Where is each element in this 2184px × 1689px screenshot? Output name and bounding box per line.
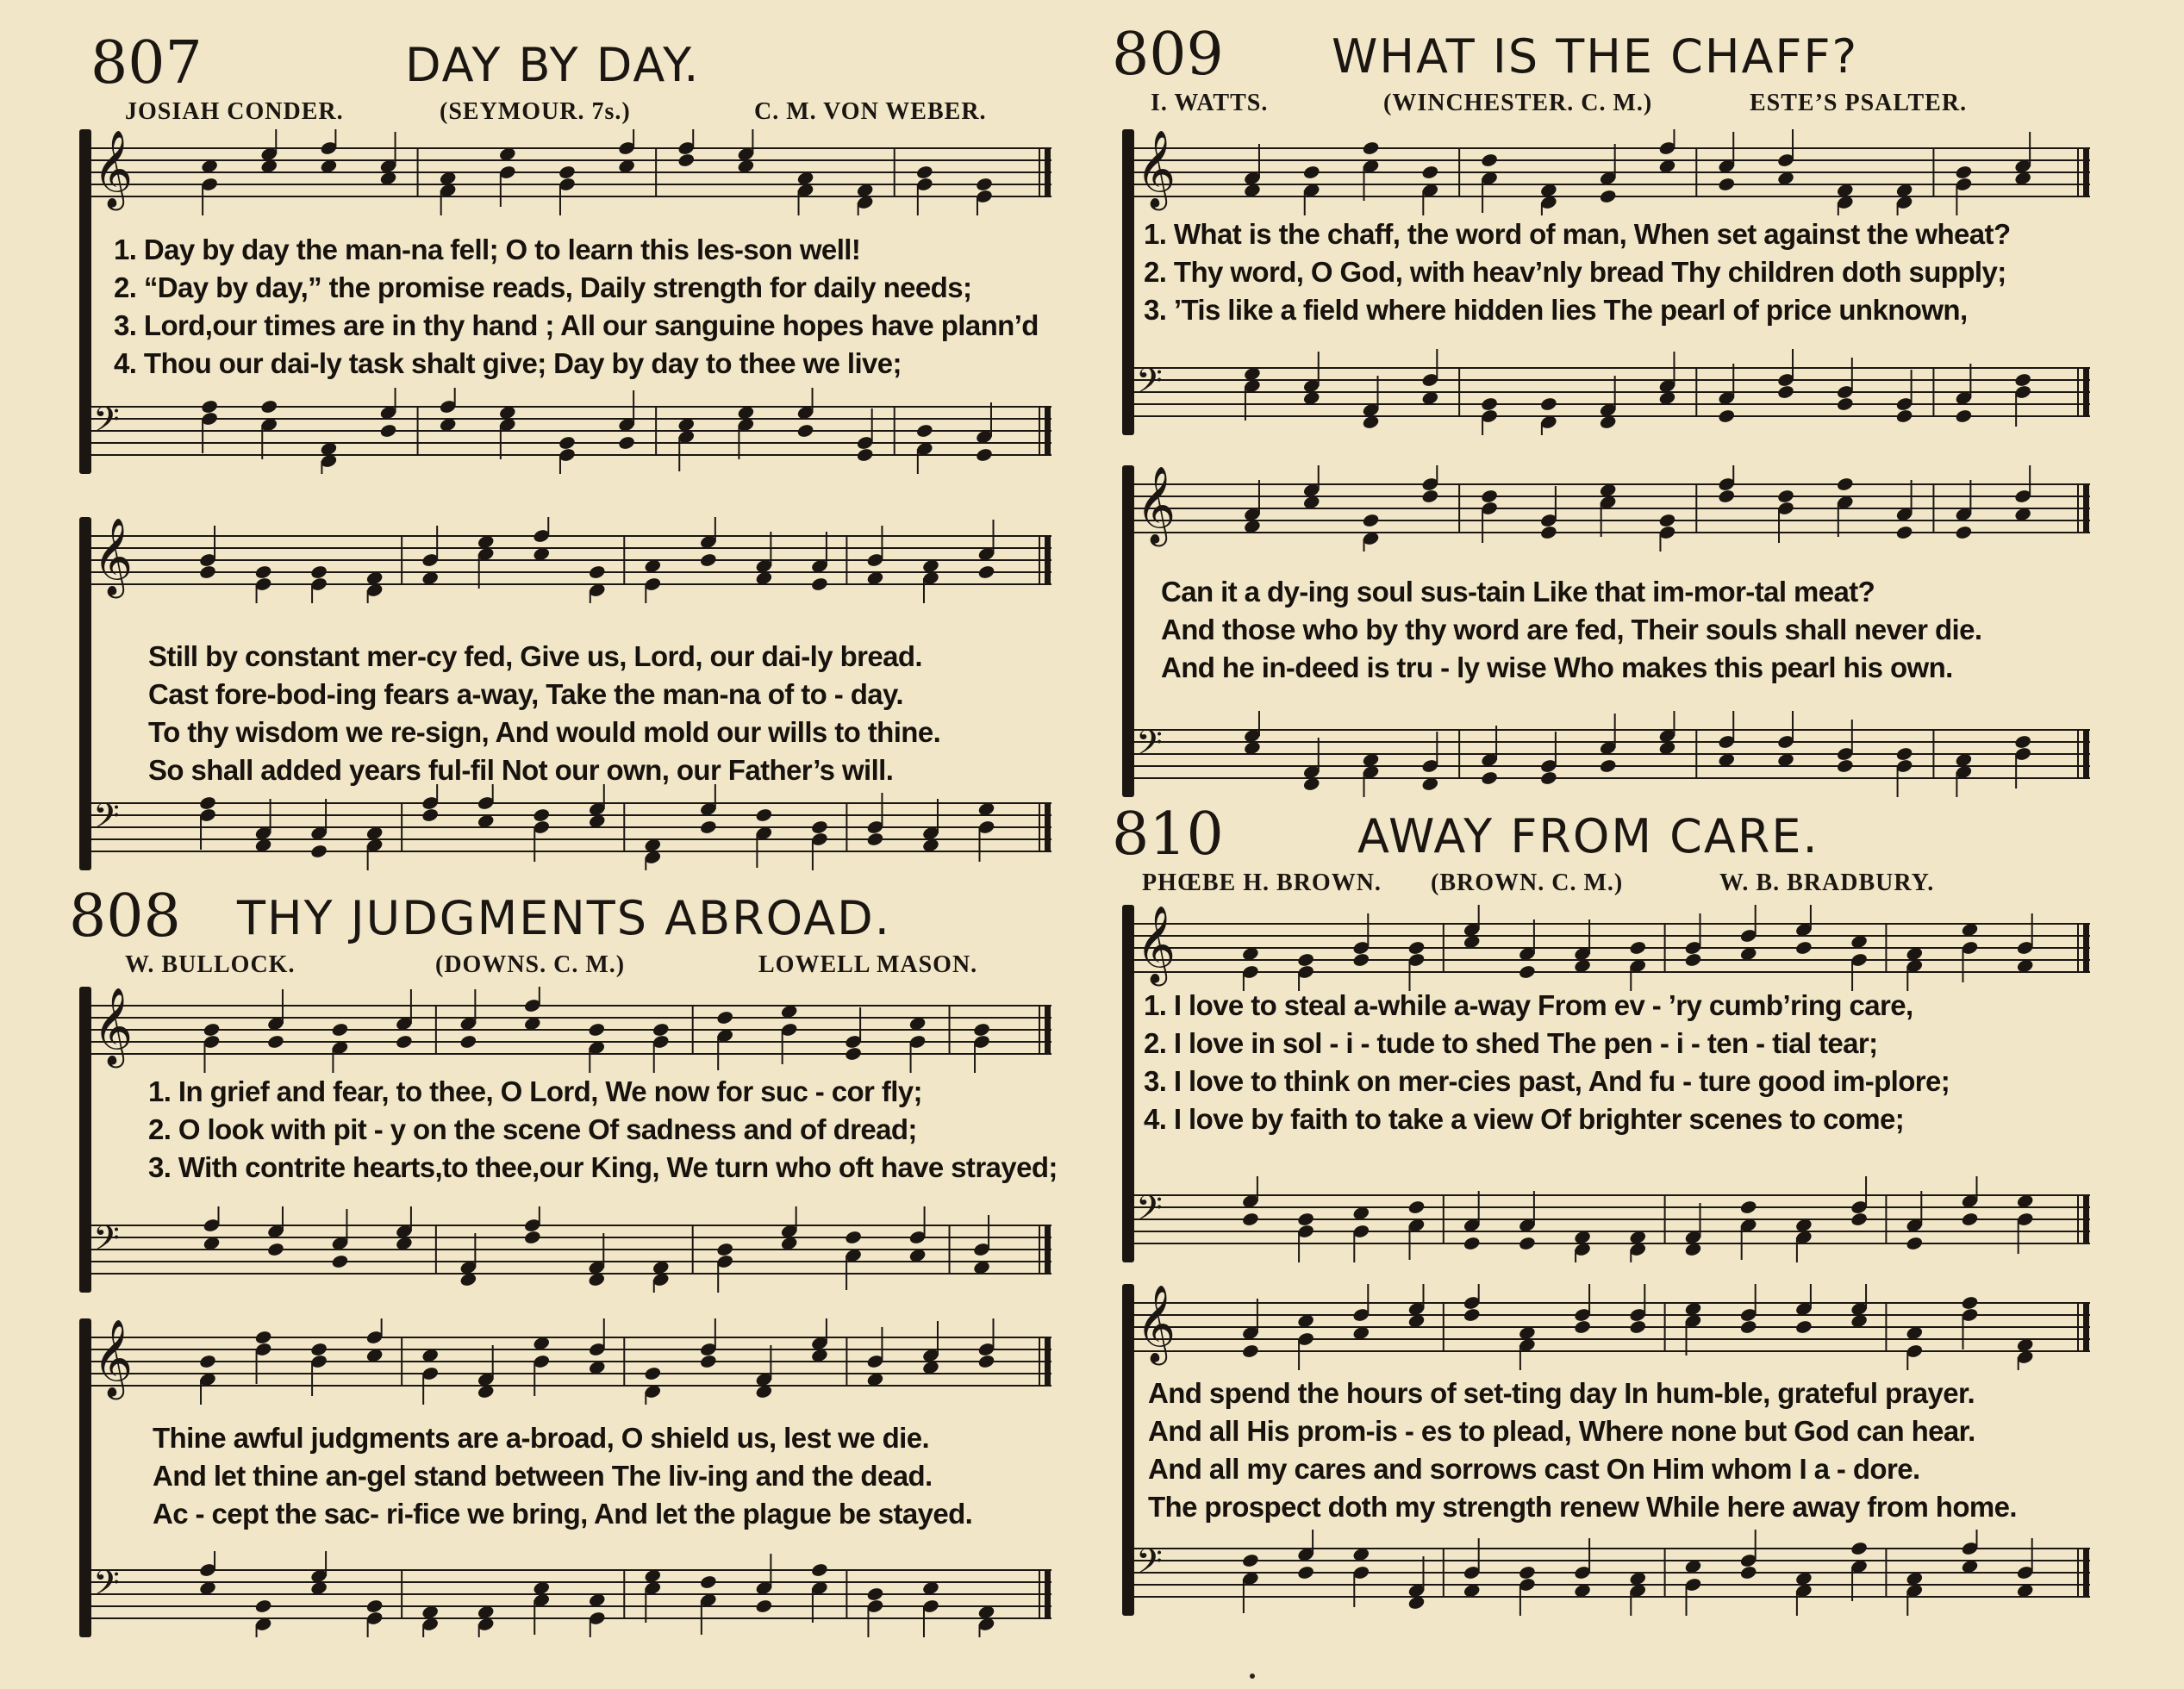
verse-line: And those who by thy word are fed, Their souls shall never die.: [1161, 614, 1982, 645]
author: I. WATTS.: [1151, 90, 1269, 116]
hymn-number: 808: [69, 882, 181, 950]
verse-line: Still by constant mer-cy fed, Give us, Lord, our dai-ly bread.: [148, 640, 922, 672]
verse-line: 3. ’Tis like a field where hidden lies The pearl of price unknown,: [1144, 294, 1968, 326]
verse-line: 2. Thy word, O God, with heav’nly bread Thy children doth supply;: [1144, 256, 2006, 288]
verse-line: To thy wisdom we re-sign, And would mold our wills to thine.: [148, 716, 941, 748]
hymn-809: [1112, 21, 2090, 810]
verse-block: [153, 1419, 1051, 1533]
verse-line: 4. Thou our dai-ly task shalt give; Day by day to thee we live;: [114, 347, 902, 379]
music-system: [1131, 129, 2090, 448]
treble-staff: [1131, 129, 2090, 215]
verse-line: 3. With contrite hearts,to thee,our King, We turn who oft have strayed;: [148, 1151, 1058, 1183]
verse-block: [148, 1073, 1058, 1187]
left-column: [69, 0, 1058, 1689]
verse-block: [1144, 215, 2090, 329]
music-system: [1131, 905, 2090, 1275]
verse-line: And all His prom-is - es to plead, Where none but God can hear.: [1148, 1415, 1975, 1447]
hymn-title: THY JUDGMENTS ABROAD.: [237, 891, 891, 945]
hymn-title: WHAT IS THE CHAFF?: [1332, 29, 1859, 84]
verse-line: 1. Day by day the man-na fell; O to learn this les-son well!: [114, 234, 861, 265]
svg-text:𝄢: 𝄢: [1136, 361, 1163, 409]
verse-line: 3. I love to think on mer-cies past, And fu - ture good im-plore;: [1144, 1065, 1950, 1097]
svg-text:𝄞: 𝄞: [1136, 1285, 1176, 1362]
tune-name: (SEYMOUR. 7s.): [440, 98, 631, 125]
verse-line: And spend the hours of set-ting day In hum-ble, grateful prayer.: [1148, 1377, 1975, 1409]
treble-staff: [88, 129, 1051, 215]
hymn-title: AWAY FROM CARE.: [1357, 809, 1819, 863]
hymn-808: [69, 882, 1058, 1646]
verse-line: So shall added years ful-fil Not our own, our Father’s will.: [148, 754, 894, 786]
svg-text:𝄢: 𝄢: [93, 400, 120, 448]
composer: W. B. BRADBURY.: [1719, 869, 1935, 896]
music-system: [88, 1318, 1051, 1646]
bass-staff: [88, 1551, 1051, 1637]
verse-line: 2. O look with pit - y on the scene Of sadness and of dread;: [148, 1113, 917, 1145]
svg-text:𝄞: 𝄞: [93, 130, 134, 208]
bass-staff: [1131, 349, 2090, 435]
composer: ESTE’S PSALTER.: [1750, 90, 1968, 116]
hymn-number: 810: [1112, 801, 1224, 869]
bass-staff: [1131, 1176, 2090, 1262]
verse-line: 4. I love by faith to take a view Of brighter scenes to come;: [1144, 1103, 1905, 1135]
verse-line: 1. I love to steal a-while a-way From ev - ’ry cumb’ring care,: [1144, 989, 1913, 1021]
verse-line: Can it a dy-ing soul sus-tain Like that im-mor-tal meat?: [1161, 576, 1875, 608]
tune-name: (WINCHESTER. C. M.): [1383, 90, 1653, 116]
treble-staff: [1131, 1284, 2090, 1370]
author: JOSIAH CONDER.: [125, 98, 344, 125]
verse-line: The prospect doth my strength renew While here away from home.: [1148, 1491, 2017, 1523]
svg-text:𝄞: 𝄞: [1136, 466, 1176, 544]
verse-block: [1148, 1374, 2090, 1526]
bass-staff: [1131, 1530, 2090, 1616]
bass-staff: [88, 784, 1051, 870]
bass-staff: [88, 388, 1051, 474]
hymn-810: [1112, 801, 2090, 1624]
music-system: [1131, 465, 2090, 810]
svg-text:𝄢: 𝄢: [1136, 723, 1163, 771]
author: PHŒBE H. BROWN.: [1142, 869, 1382, 896]
music-system: [88, 517, 1051, 879]
verse-line: 2. “Day by day,” the promise reads, Daily strength for daily needs;: [114, 271, 972, 303]
music-system: [88, 987, 1058, 1306]
music-system: [88, 129, 1051, 508]
verse-line: 1. In grief and fear, to thee, O Lord, We now for suc - cor fly;: [148, 1075, 922, 1107]
svg-text:𝄢: 𝄢: [1136, 1542, 1163, 1590]
verse-line: 1. What is the chaff, the word of man, When set against the wheat?: [1144, 218, 2011, 250]
verse-line: And let thine an-gel stand between The liv-ing and the dead.: [153, 1460, 933, 1492]
verse-line: Ac - cept the sac- ri-fice we bring, And let the plague be stayed.: [153, 1498, 973, 1530]
right-column: [1112, 0, 2090, 1689]
treble-staff: [1131, 465, 2090, 552]
svg-text:𝄢: 𝄢: [93, 796, 120, 844]
ink-dot: [1250, 1673, 1255, 1679]
tune-name: (DOWNS. C. M.): [435, 951, 626, 978]
verse-line: And all my cares and sorrows cast On Him whom I a - dore.: [1148, 1453, 1920, 1485]
verse-block: [148, 638, 1051, 789]
hymn-number: 809: [1112, 21, 1224, 89]
treble-staff: [88, 517, 1051, 603]
author: W. BULLOCK.: [125, 951, 296, 978]
verse-block: [114, 231, 1051, 383]
svg-text:𝄢: 𝄢: [93, 1218, 120, 1267]
composer: LOWELL MASON.: [758, 951, 978, 978]
verse-line: 3. Lord,our times are in thy hand ; All our sanguine hopes have plann’d: [114, 309, 1039, 341]
verse-line: Cast fore-bod-ing fears a-way, Take the man-na of to - day.: [148, 678, 903, 710]
treble-staff: [88, 1318, 1051, 1405]
hymn-title: DAY BY DAY.: [405, 38, 701, 92]
treble-staff: [1131, 905, 2090, 991]
verse-line: 2. I love in sol - i - tude to shed The pen - i - ten - tial tear;: [1144, 1027, 1878, 1059]
bass-staff: [1131, 711, 2090, 797]
svg-text:𝄞: 𝄞: [93, 518, 134, 595]
treble-staff: [88, 987, 1051, 1073]
music-system: [1131, 1284, 2090, 1629]
svg-text:𝄢: 𝄢: [93, 1563, 120, 1611]
verse-block: [1161, 573, 2090, 687]
svg-text:𝄞: 𝄞: [93, 988, 134, 1065]
bass-staff: [88, 1206, 1051, 1293]
svg-text:𝄞: 𝄞: [1136, 130, 1176, 208]
tune-name: (BROWN. C. M.): [1431, 869, 1624, 896]
verse-line: And he in-deed is tru - ly wise Who makes this pearl his own.: [1161, 651, 1953, 683]
svg-text:𝄞: 𝄞: [93, 1319, 134, 1397]
svg-text:𝄢: 𝄢: [1136, 1188, 1163, 1237]
svg-text:𝄞: 𝄞: [1136, 906, 1176, 983]
verse-block: [1144, 987, 2090, 1138]
composer: C. M. VON WEBER.: [754, 98, 987, 125]
verse-line: Thine awful judgments are a-broad, O shield us, lest we die.: [153, 1422, 930, 1454]
hymn-number: 807: [90, 29, 203, 97]
hymn-807: [69, 29, 1051, 879]
